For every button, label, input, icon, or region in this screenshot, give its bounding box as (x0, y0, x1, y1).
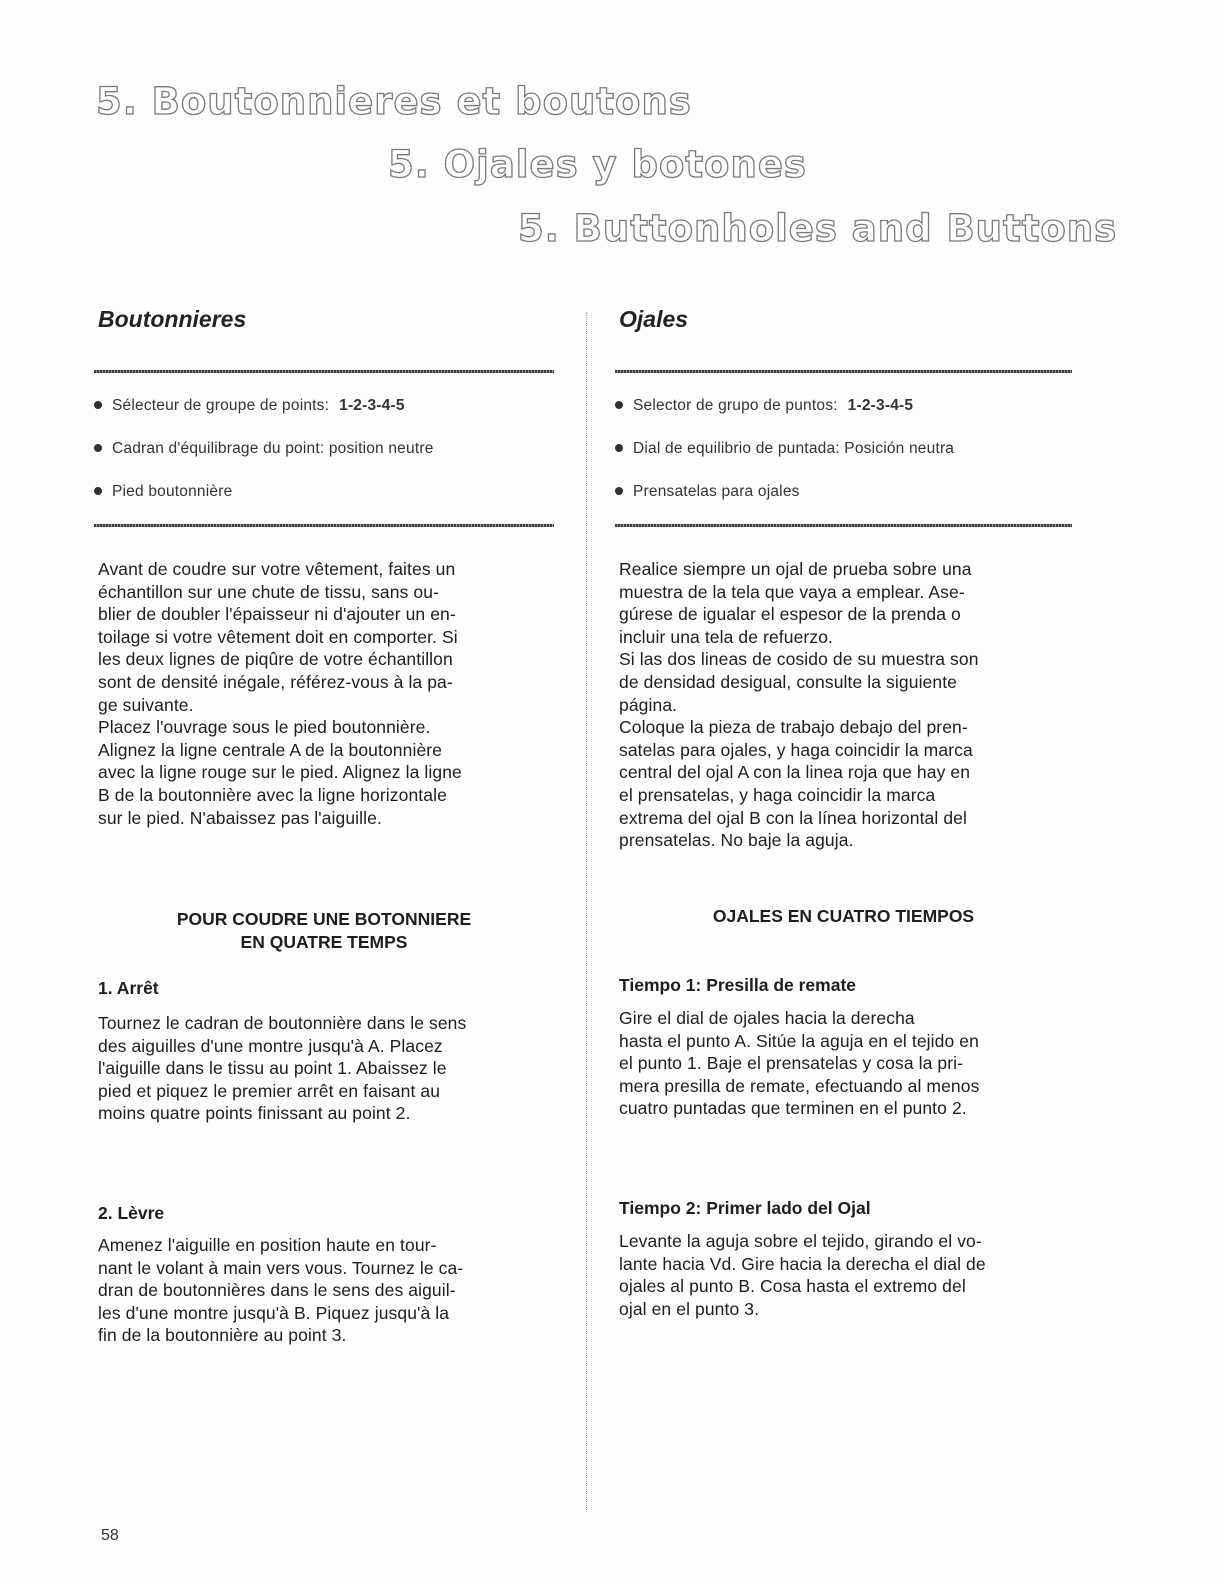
settings-list (94, 396, 434, 525)
text-line: moins quatre points finissant au point 2. (98, 1103, 411, 1124)
text-line: ge suivante. (98, 694, 194, 715)
text-line: el punto 1. Baje el prensatelas y cosa la pri- (619, 1053, 964, 1074)
text-line: Si las dos lineas de cosido de su muestra son (619, 649, 979, 670)
intro-paragraph (619, 558, 979, 852)
divider-rule (615, 370, 1072, 373)
text-line: Alignez la ligne centrale A de la boutonnière (98, 739, 443, 760)
setting-item (94, 482, 434, 525)
text-line: central del ojal A con la linea roja que hay en (619, 762, 971, 783)
setting-item (615, 439, 954, 482)
column-divider (586, 312, 587, 1512)
heading-line: POUR COUDRE UNE BOTONNIERE (176, 909, 472, 929)
setting-item (615, 396, 954, 439)
text-line: l'aiguille dans le tissu au point 1. Abaissez le (98, 1058, 447, 1079)
step-title: 2. Lèvre (98, 1203, 165, 1223)
text-line: fin de la boutonnière au point 3. (98, 1325, 347, 1346)
text-line: extrema del ojal B con la línea horizontal del (619, 807, 967, 828)
setting-label: Cadran d'équilibrage du point: position neutre (112, 440, 434, 457)
text-line: Levante la aguja sobre el tejido, girando el vo- (619, 1231, 982, 1251)
divider-rule (94, 524, 554, 527)
text-line: les d'une montre jusqu'à B. Piquez jusqu'à la (98, 1302, 450, 1323)
setting-label: Pied boutonnière (112, 483, 233, 500)
text-line: muestra de la tela que vaya a emplear. Ase- (619, 581, 965, 602)
setting-label: Sélecteur de groupe de points: (112, 397, 330, 414)
bullet-icon (94, 487, 102, 495)
step-title: Tiempo 1: Presilla de remate (619, 975, 857, 995)
text-line: gúrese de igualar el espesor de la prenda o (619, 604, 961, 625)
step-paragraph (98, 1234, 463, 1347)
heading-line: EN QUATRE TEMPS (240, 932, 408, 952)
text-line: prensatelas. No baje la aguja. (619, 830, 854, 851)
text-line: B de la boutonnière avec la ligne horizontale (98, 784, 447, 805)
bullet-icon (615, 487, 623, 495)
text-line: Tournez le cadran de boutonnière dans le sens (98, 1013, 467, 1033)
text-line: hasta el punto A. Sitúe la aguja en el tejido en (619, 1030, 979, 1051)
method-heading (615, 905, 1072, 928)
page-number: 58 (101, 1527, 119, 1544)
setting-value: 1-2-3-4-5 (339, 397, 405, 414)
settings-list (615, 396, 954, 525)
text-line: Realice siempre un ojal de prueba sobre una (619, 559, 972, 579)
heading-french: 5. Boutonnieres et boutons (96, 80, 692, 123)
text-line: Amenez l'aiguille en position haute en tour- (98, 1235, 437, 1255)
text-line: página. (619, 694, 678, 715)
text-line: sont de densité inégale, référez-vous à la pa- (98, 671, 453, 692)
text-line: ojales al punto B. Cosa hasta el extremo del (619, 1276, 966, 1297)
setting-item (94, 396, 434, 439)
bullet-icon (615, 401, 623, 409)
heading-spanish: 5. Ojales y botones (388, 143, 807, 186)
divider-rule (615, 524, 1072, 527)
step-paragraph (619, 1007, 979, 1120)
text-line: les deux lignes de piqûre de votre échantillon (98, 649, 453, 670)
step-paragraph (98, 1012, 466, 1125)
setting-label: Dial de equilibrio de puntada: Posición neutra (633, 440, 955, 457)
text-line: Gire el dial de ojales hacia la derecha (619, 1008, 915, 1028)
text-line: échantillon sur une chute de tissu, sans ou- (98, 581, 439, 602)
text-line: Coloque la pieza de trabajo debajo del pren- (619, 717, 968, 738)
text-line: lante hacia Vd. Gire hacia la derecha el dial de (619, 1253, 986, 1274)
section-title-french: Boutonnieres (98, 306, 247, 332)
step-title: Tiempo 2: Primer lado del Ojal (619, 1198, 871, 1218)
bullet-icon (615, 444, 623, 452)
heading-english: 5. Buttonholes and Buttons (518, 207, 1118, 250)
bullet-icon (94, 444, 102, 452)
text-line: sur le pied. N'abaissez pas l'aiguille. (98, 807, 382, 828)
setting-label: Prensatelas para ojales (633, 483, 800, 500)
method-heading (94, 908, 554, 954)
divider-rule (94, 370, 554, 373)
setting-item (94, 439, 434, 482)
setting-label: Selector de grupo de puntos: (633, 397, 838, 414)
intro-paragraph (98, 558, 462, 829)
text-line: dran de boutonnières dans le sens des aiguil- (98, 1280, 456, 1301)
text-line: nant le volant à main vers vous. Tournez le ca- (98, 1257, 464, 1278)
text-line: el prensatelas, y haga coincidir la marca (619, 784, 936, 805)
text-line: mera presilla de remate, efectuando al menos (619, 1075, 980, 1096)
step-title: 1. Arrêt (98, 978, 159, 998)
text-line: de densidad desigual, consulte la siguiente (619, 671, 958, 692)
text-line: ojal en el punto 3. (619, 1298, 760, 1319)
text-line: toilage si votre vêtement doit en comporter. Si (98, 626, 458, 647)
text-line: cuatro puntadas que terminen en el punto 2. (619, 1098, 967, 1119)
step-paragraph (619, 1230, 986, 1320)
text-line: Avant de coudre sur votre vêtement, faites un (98, 559, 456, 579)
heading-line: OJALES EN CUATRO TIEMPOS (712, 906, 975, 926)
text-line: des aiguilles d'une montre jusqu'à A. Placez (98, 1035, 443, 1056)
text-line: blier de doubler l'épaisseur ni d'ajouter un en- (98, 604, 456, 625)
setting-value: 1-2-3-4-5 (847, 397, 914, 414)
text-line: avec la ligne rouge sur le pied. Alignez la ligne (98, 762, 462, 783)
bullet-icon (94, 401, 102, 409)
text-line: incluir una tela de refuerzo. (619, 626, 833, 647)
text-line: satelas para ojales, y haga coincidir la marca (619, 739, 973, 760)
text-line: Placez l'ouvrage sous le pied boutonnière. (98, 717, 431, 738)
text-line: pied et piquez le premier arrêt en faisant au (98, 1080, 441, 1101)
section-title-spanish: Ojales (619, 306, 689, 332)
setting-item (615, 482, 954, 525)
